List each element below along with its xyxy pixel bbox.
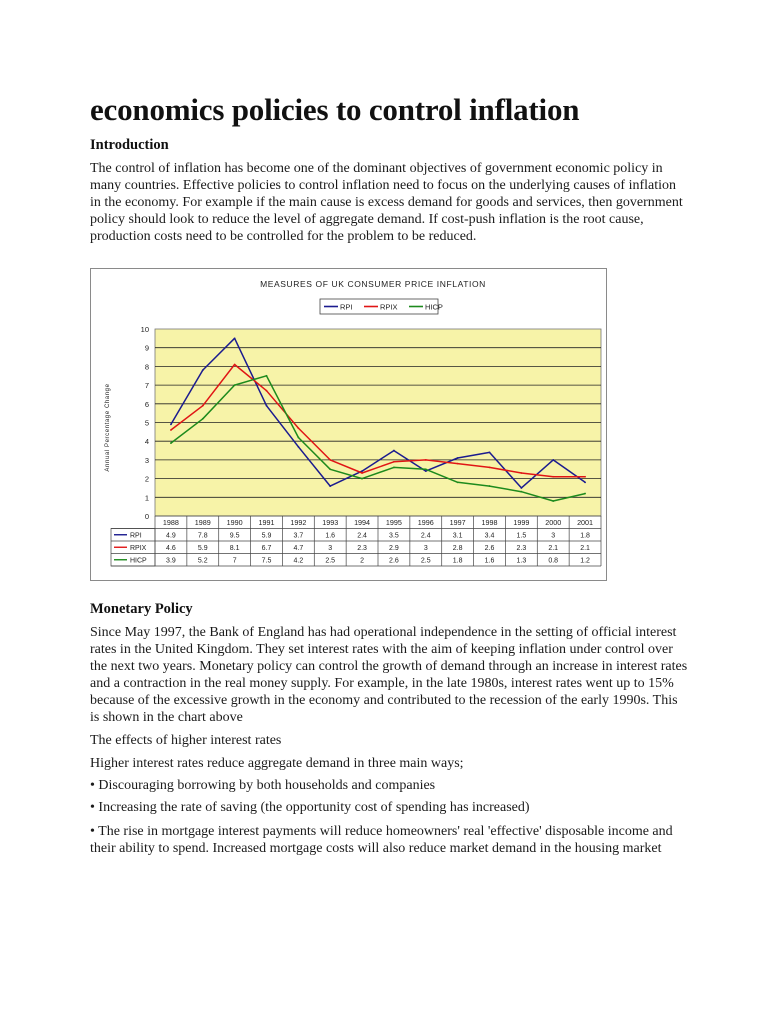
data-label-rpix: 2.6 (484, 545, 495, 552)
data-label-rpix: 3 (423, 545, 428, 552)
bullet-item-mortgage: • The rise in mortgage interest payments will reduce homeowners' real 'effective' disposable income and their ability to spend. Increased mortgage costs will also reduce market demand in the housing market (90, 824, 673, 856)
data-label-rpix: 2.3 (516, 545, 527, 552)
y-axis-label: Annual Percentage Change (105, 383, 111, 472)
data-label-rpi: 1.5 (516, 532, 527, 540)
data-label-rpi: 3.5 (389, 532, 399, 540)
y-tick-label: 8 (144, 362, 149, 372)
data-point-rpix (552, 476, 554, 478)
data-label-rpix: 5.9 (197, 545, 208, 552)
effects-heading: The effects of higher interest rates (90, 733, 282, 748)
data-label-hicp: 1.6 (484, 557, 495, 565)
data-point-hicp (425, 468, 427, 470)
data-label-hicp: 2 (360, 557, 365, 565)
data-label-rpix: 2.1 (580, 545, 590, 552)
legend-label-rpi: RPI (340, 302, 353, 312)
introduction-heading: Introduction (90, 137, 169, 153)
y-tick-label: 6 (144, 399, 149, 409)
data-label-hicp: 5.2 (197, 557, 208, 565)
data-label-rpi: 2.4 (420, 532, 431, 540)
y-tick-label: 4 (144, 437, 149, 447)
data-label-rpi: 3.4 (484, 532, 495, 540)
data-point-rpi (202, 369, 204, 371)
data-label-rpi: 7.8 (197, 532, 208, 540)
monetary-policy-paragraph: Since May 1997, the Bank of England has had operational independence in the setting of official interest rates in the United Kingdom. They set interest rates with the aim of keeping inflation under control over the next two years. Monetary policy can control the growth of demand through an increase in interest rates and a contraction in the real money supply. For example, in the late 1980s, interest rates went up to 15% because of the excessive growth in the economy and contributed to the recession of the early 1990s. This is shown in the chart above (90, 625, 688, 725)
data-point-hicp (457, 481, 459, 483)
data-point-rpi (425, 470, 427, 472)
data-label-rpix: 2.8 (452, 545, 463, 552)
x-tick-label: 1993 (322, 518, 339, 527)
x-tick-label: 1989 (194, 518, 211, 527)
data-point-rpix (425, 459, 427, 461)
y-tick-label: 5 (144, 418, 149, 428)
chart-title: MEASURES OF UK CONSUMER PRICE INFLATION (260, 279, 486, 289)
data-point-rpix (489, 466, 491, 468)
data-label-rpi: 3.1 (452, 532, 463, 540)
data-point-hicp (329, 468, 331, 470)
data-point-hicp (393, 466, 395, 468)
data-point-rpi (489, 452, 491, 454)
data-label-rpi: 5.9 (261, 532, 272, 540)
page-title: economics policies to control inflation (90, 92, 580, 127)
x-tick-label: 1991 (258, 518, 275, 527)
data-label-hicp: 7.5 (261, 557, 272, 565)
data-point-rpi (520, 487, 522, 489)
data-point-rpix (266, 390, 268, 392)
data-point-rpix (520, 472, 522, 474)
x-tick-label: 2000 (545, 518, 562, 527)
data-point-rpix (361, 472, 363, 474)
data-label-hicp: 1.2 (580, 557, 590, 565)
y-tick-label: 1 (144, 493, 149, 503)
data-label-hicp: 2.5 (325, 557, 336, 565)
x-tick-label: 1998 (481, 518, 498, 527)
y-tick-label: 9 (144, 343, 149, 353)
data-point-rpix (329, 459, 331, 461)
x-tick-label: 1990 (226, 518, 243, 527)
data-point-rpix (584, 476, 586, 478)
data-label-hicp: 1.8 (452, 557, 463, 565)
data-label-rpix: 2.3 (357, 545, 367, 552)
bullet-item-saving: • Increasing the rate of saving (the opportunity cost of spending has increased) (90, 800, 530, 815)
data-point-rpix (457, 463, 459, 465)
data-label-hicp: 2.5 (420, 557, 431, 565)
data-label-hicp: 7 (232, 557, 237, 565)
data-point-hicp (520, 491, 522, 493)
monetary-policy-heading: Monetary Policy (90, 601, 193, 617)
bullet-item-borrowing: • Discouraging borrowing by both households and companies (90, 778, 436, 793)
data-label-rpix: 2.9 (389, 545, 399, 552)
data-label-hicp: 0.8 (548, 557, 559, 565)
data-label-rpix: 2.1 (548, 545, 559, 552)
x-tick-label: 1988 (162, 518, 179, 527)
data-label-rpix: 6.7 (261, 545, 272, 552)
introduction-paragraph: The control of inflation has become one of the dominant objectives of government economic policy in many countries. Effective policies to control inflation need to focus on the underlying causes of inflation in the economy. For example if the main cause is excess demand for goods and services, then government policy should look to reduce the level of aggregate demand. If cost-push inflation is the root cause, production costs need to be controlled for the problem to be reduced. (90, 161, 683, 244)
data-point-hicp (170, 442, 172, 444)
data-label-rpix: 4.6 (166, 545, 176, 552)
data-point-rpi (584, 481, 586, 483)
data-point-rpi (170, 423, 172, 425)
data-point-rpi (393, 450, 395, 452)
data-point-rpi (329, 485, 331, 487)
table-series-label-rpix: RPIX (130, 545, 147, 552)
x-tick-label: 2001 (577, 518, 594, 527)
legend-label-hicp: HICP (425, 302, 443, 312)
data-point-rpi (552, 459, 554, 461)
data-label-hicp: 2.6 (389, 557, 399, 565)
data-point-rpi (361, 470, 363, 472)
data-point-hicp (234, 384, 236, 386)
data-label-hicp: 3.9 (166, 557, 176, 565)
data-label-hicp: 1.3 (516, 557, 527, 565)
data-point-rpix (234, 364, 236, 366)
data-label-rpix: 8.1 (229, 545, 240, 552)
table-series-label-hicp: HICP (130, 557, 147, 565)
data-point-rpi (266, 405, 268, 407)
data-label-rpi: 9.5 (229, 532, 240, 540)
data-label-rpi: 3.7 (293, 532, 304, 540)
data-label-rpix: 4.7 (293, 545, 304, 552)
y-tick-label: 0 (144, 512, 149, 521)
y-tick-label: 2 (144, 474, 149, 484)
inflation-chart (90, 268, 607, 581)
data-point-rpix (297, 427, 299, 429)
x-tick-label: 1999 (513, 518, 530, 527)
data-point-hicp (266, 375, 268, 377)
data-point-hicp (202, 418, 204, 420)
data-point-hicp (361, 478, 363, 480)
data-point-rpi (457, 457, 459, 459)
x-tick-label: 1996 (417, 518, 434, 527)
y-tick-label: 3 (144, 455, 149, 465)
effects-intro: Higher interest rates reduce aggregate demand in three main ways; (90, 756, 464, 771)
data-label-hicp: 4.2 (293, 557, 304, 565)
y-tick-label: 10 (140, 325, 149, 334)
data-label-rpi: 4.9 (166, 532, 176, 540)
data-label-rpi: 2.4 (357, 532, 367, 540)
x-tick-label: 1992 (290, 518, 307, 527)
data-point-rpix (170, 429, 172, 431)
inflation-chart-svg (91, 269, 606, 580)
y-tick-label: 7 (144, 381, 149, 391)
data-point-rpi (297, 446, 299, 448)
data-point-hicp (552, 500, 554, 502)
data-point-rpix (393, 461, 395, 463)
x-tick-label: 1995 (385, 518, 402, 527)
data-point-hicp (297, 437, 299, 439)
data-point-hicp (489, 485, 491, 487)
legend-label-rpix: RPIX (380, 302, 398, 312)
data-label-rpi: 3 (551, 532, 556, 540)
data-point-rpix (202, 405, 204, 407)
data-point-hicp (584, 493, 586, 495)
data-label-rpix: 3 (328, 545, 333, 552)
data-point-rpi (234, 337, 236, 339)
data-label-rpi: 1.8 (580, 532, 590, 540)
data-label-rpi: 1.6 (325, 532, 336, 540)
x-tick-label: 1997 (449, 518, 466, 527)
table-series-label-rpi: RPI (130, 532, 142, 540)
x-tick-label: 1994 (354, 518, 371, 527)
